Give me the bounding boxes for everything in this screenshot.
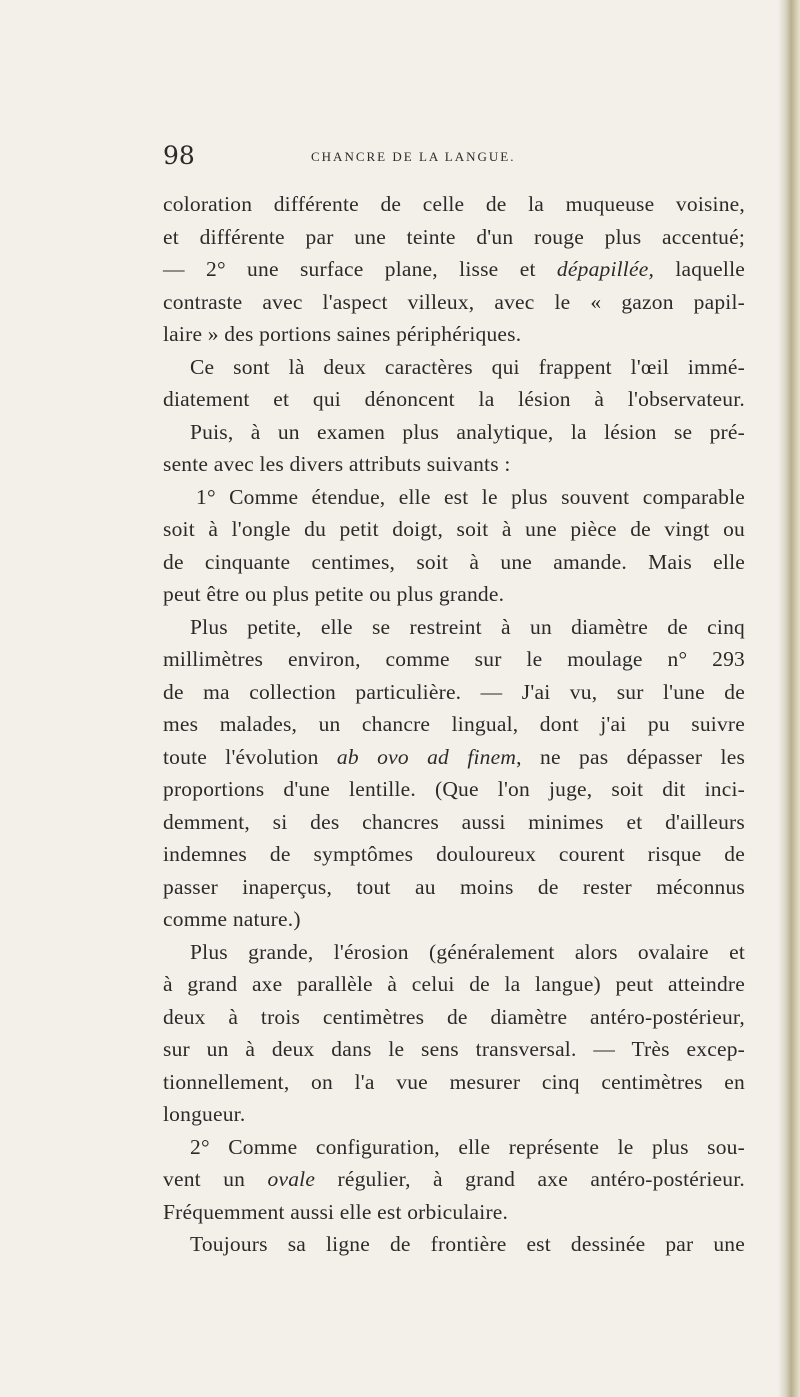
- text-line: millimètres environ, comme sur le moulage n° 293: [163, 647, 745, 671]
- running-title: CHANCRE DE LA LANGUE.: [311, 149, 516, 164]
- text-line: proportions d'une lentille. (Que l'on juge, soit dit inci-: [163, 777, 745, 801]
- text-line: [163, 253, 745, 286]
- page-number: 98: [163, 141, 195, 170]
- text-run: vent un: [163, 1167, 268, 1191]
- text-line: soit à l'ongle du petit doigt, soit à une pièce de vingt ou: [163, 517, 745, 541]
- text-line: passer inaperçus, tout au moins de rester méconnus: [163, 874, 745, 899]
- text-line: [163, 741, 745, 774]
- text-line: et différente par une teinte d'un rouge plus accentué;: [163, 224, 745, 249]
- text-line: Puis, à un examen plus analytique, la lésion se pré-: [190, 419, 745, 444]
- text-line: tionnellement, on l'a vue mesurer cinq centimètres en: [163, 1069, 745, 1094]
- text-line: contraste avec l'aspect villeux, avec le « gazon papil-: [163, 289, 745, 314]
- body-text: [163, 188, 745, 1261]
- text-line: diatement et qui dénoncent la lésion à l'observateur.: [163, 387, 745, 411]
- text-line: coloration différente de celle de la muqueuse voisine,: [163, 192, 745, 216]
- text-line: sur un à deux dans le sens transversal. — Très excep-: [163, 1037, 745, 1061]
- text-line: Ce sont là deux caractères qui frappent l'œil immé-: [190, 354, 745, 379]
- page-edge-shadow: [778, 0, 800, 1397]
- text-line: [163, 1163, 745, 1196]
- text-line: Plus petite, elle se restreint à un diamètre de cinq: [190, 614, 745, 639]
- text-run: toute l'évolution: [163, 744, 337, 769]
- text-line: à grand axe parallèle à celui de la langue) peut atteindre: [163, 972, 745, 996]
- text-line: demment, si des chancres aussi minimes et d'ailleurs: [163, 809, 745, 834]
- text-line: Toujours sa ligne de frontière est dessinée par une: [190, 1232, 745, 1256]
- text-run: , ne pas dépasser les: [516, 744, 746, 769]
- text-line: mes malades, un chancre lingual, dont j'ai pu suivre: [163, 712, 745, 736]
- text-line: indemnes de symptômes douloureux courent risque de: [163, 842, 745, 866]
- text-line: peut être ou plus petite ou plus grande.: [163, 582, 505, 606]
- italic-term: ovale: [267, 1167, 316, 1191]
- text-line: sente avec les divers attributs suivants :: [163, 452, 511, 476]
- text-line: laire » des portions saines périphériques.: [163, 322, 522, 346]
- text-run: — 2° une surface plane, lisse et: [163, 257, 557, 281]
- italic-term: ab ovo ad finem: [336, 744, 517, 769]
- text-line: 2° Comme configuration, elle représente le plus sou-: [190, 1134, 745, 1159]
- page-header: [163, 141, 745, 177]
- text-line: comme nature.): [163, 907, 301, 931]
- text-line: Fréquemment aussi elle est orbiculaire.: [163, 1199, 509, 1224]
- text-line: longueur.: [163, 1102, 246, 1126]
- text-line: Plus grande, l'érosion (généralement alors ovalaire et: [190, 939, 745, 964]
- text-line: de cinquante centimes, soit à une amande. Mais elle: [163, 549, 745, 574]
- text-run: laquelle: [654, 257, 745, 281]
- text-line: 1° Comme étendue, elle est le plus souvent comparable: [196, 484, 745, 509]
- text-line: deux à trois centimètres de diamètre antéro-postérieur,: [163, 1004, 745, 1029]
- text-line: de ma collection particulière. — J'ai vu, sur l'une de: [163, 679, 745, 704]
- italic-term: dépapillée,: [556, 257, 655, 281]
- text-run: régulier, à grand axe antéro-postérieur.: [315, 1167, 745, 1191]
